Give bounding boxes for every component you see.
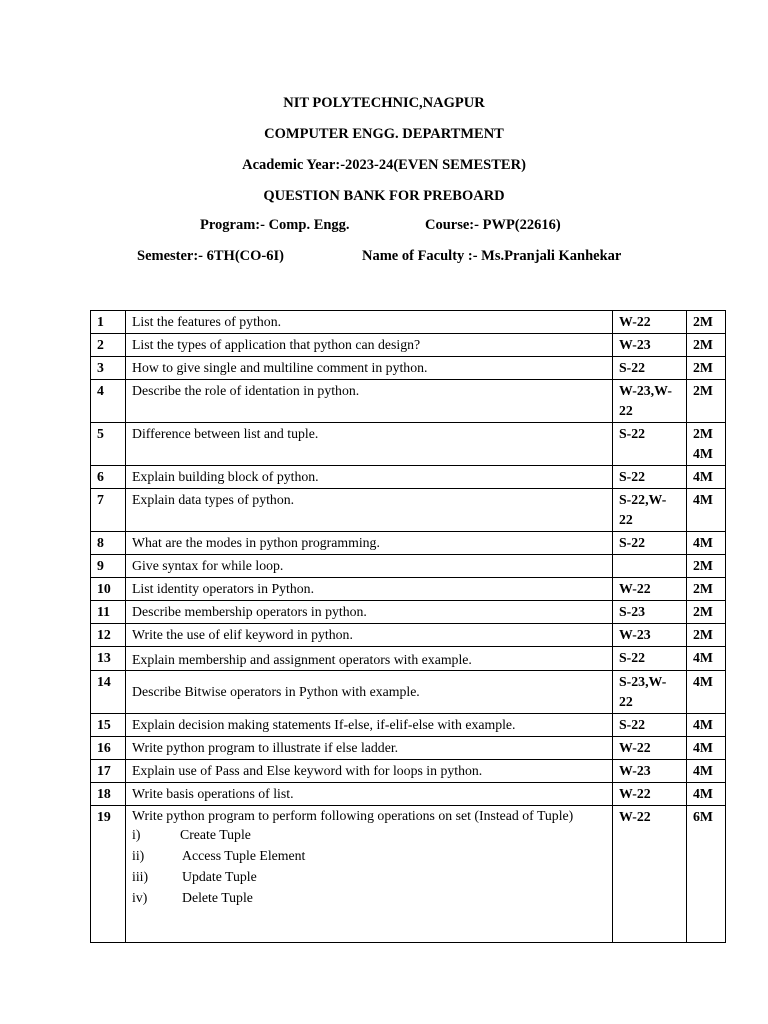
marks: 2M xyxy=(687,380,726,423)
table-row xyxy=(91,380,726,423)
exam-code: W-23 xyxy=(613,624,687,647)
question-text: List identity operators in Python. xyxy=(126,578,613,601)
subitem-text: Access Tuple Element xyxy=(182,848,306,863)
question-number: 14 xyxy=(91,671,126,714)
roman-numeral: iv) xyxy=(132,890,148,905)
marks: 4M xyxy=(687,714,726,737)
exam-code: S-22 xyxy=(613,466,687,489)
marks: 2M xyxy=(687,555,726,578)
table-row xyxy=(91,334,726,357)
exam-code: S-22,W-22 xyxy=(613,489,687,532)
exam-code: S-23 xyxy=(613,601,687,624)
question-number: 18 xyxy=(91,783,126,806)
marks: 4M xyxy=(687,466,726,489)
table-row xyxy=(91,783,726,806)
question-text: Explain building block of python. xyxy=(126,466,613,489)
list-item xyxy=(132,866,606,887)
question-text: Explain decision making statements If-else, if-elif-else with example. xyxy=(126,714,613,737)
question-number: 16 xyxy=(91,737,126,760)
exam-code: W-23,W-22 xyxy=(613,380,687,423)
question-number: 3 xyxy=(91,357,126,380)
marks: 6M xyxy=(687,806,726,943)
marks: 4M xyxy=(687,489,726,532)
marks: 2M xyxy=(687,311,726,334)
exam-code: W-22 xyxy=(613,783,687,806)
institute-name: NIT POLYTECHNIC,NAGPUR xyxy=(283,95,485,111)
question-number: 12 xyxy=(91,624,126,647)
question-number: 10 xyxy=(91,578,126,601)
question-number: 8 xyxy=(91,532,126,555)
question-number: 7 xyxy=(91,489,126,532)
exam-code: W-23 xyxy=(613,334,687,357)
document-title: QUESTION BANK FOR PREBOARD xyxy=(263,188,505,204)
marks: 2M xyxy=(687,624,726,647)
exam-code: S-23,W-22 xyxy=(613,671,687,714)
exam-code: S-22 xyxy=(613,357,687,380)
subitem-text: Create Tuple xyxy=(180,827,251,842)
question-text: What are the modes in python programming. xyxy=(126,532,613,555)
program-label: Program:- Comp. Engg. xyxy=(200,217,350,233)
academic-year: Academic Year:-2023-24(EVEN SEMESTER) xyxy=(242,157,526,173)
question-text: List the features of python. xyxy=(126,311,613,334)
faculty-label: Name of Faculty :- Ms.Pranjali Kanhekar xyxy=(362,248,622,264)
exam-code: S-22 xyxy=(613,423,687,466)
question-text: How to give single and multiline comment in python. xyxy=(126,357,613,380)
question-number: 11 xyxy=(91,601,126,624)
marks: 4M xyxy=(687,783,726,806)
list-item xyxy=(132,887,606,908)
question-number: 19 xyxy=(91,806,126,943)
table-row xyxy=(91,624,726,647)
question-text: Write python program to perform following operations on set (Instead of Tuple) xyxy=(132,808,574,823)
table-row xyxy=(91,806,726,943)
exam-code: W-23 xyxy=(613,760,687,783)
question-number: 17 xyxy=(91,760,126,783)
exam-code: S-22 xyxy=(613,647,687,671)
marks: 4M xyxy=(687,647,726,671)
list-item xyxy=(132,824,606,845)
question-number: 4 xyxy=(91,380,126,423)
table-row xyxy=(91,737,726,760)
question-number: 1 xyxy=(91,311,126,334)
roman-numeral: ii) xyxy=(132,848,145,863)
table-row xyxy=(91,357,726,380)
exam-code xyxy=(613,555,687,578)
question-number: 13 xyxy=(91,647,126,671)
question-text: List the types of application that python can design? xyxy=(126,334,613,357)
marks: 4M xyxy=(687,671,726,714)
table-row xyxy=(91,489,726,532)
roman-numeral: iii) xyxy=(132,869,149,884)
question-text: Write the use of elif keyword in python. xyxy=(126,624,613,647)
question-text: Describe Bitwise operators in Python with example. xyxy=(126,671,613,714)
question-text-cell xyxy=(126,806,613,943)
marks: 2M 4M xyxy=(687,423,726,466)
exam-code: W-22 xyxy=(613,806,687,943)
table-row xyxy=(91,671,726,714)
question-text: Explain membership and assignment operators with example. xyxy=(126,647,613,671)
subitem-text: Delete Tuple xyxy=(182,890,253,905)
question-number: 2 xyxy=(91,334,126,357)
table-row xyxy=(91,423,726,466)
question-text: Give syntax for while loop. xyxy=(126,555,613,578)
table-row xyxy=(91,311,726,334)
table-row xyxy=(91,555,726,578)
question-number: 15 xyxy=(91,714,126,737)
marks: 4M xyxy=(687,737,726,760)
question-text: Explain data types of python. xyxy=(126,489,613,532)
marks: 2M xyxy=(687,334,726,357)
question-number: 5 xyxy=(91,423,126,466)
question-text: Explain use of Pass and Else keyword with for loops in python. xyxy=(126,760,613,783)
semester-label: Semester:- 6TH(CO-6I) xyxy=(137,248,284,264)
question-text: Write basis operations of list. xyxy=(126,783,613,806)
question-table xyxy=(90,310,726,943)
marks: 2M xyxy=(687,601,726,624)
course-label: Course:- PWP(22616) xyxy=(425,217,561,233)
exam-code: S-22 xyxy=(613,714,687,737)
department-name: COMPUTER ENGG. DEPARTMENT xyxy=(264,126,504,142)
marks: 4M xyxy=(687,532,726,555)
table-row xyxy=(91,578,726,601)
question-text: Write python program to illustrate if else ladder. xyxy=(126,737,613,760)
question-number: 6 xyxy=(91,466,126,489)
table-row xyxy=(91,760,726,783)
question-text: Describe membership operators in python. xyxy=(126,601,613,624)
subitem-text: Update Tuple xyxy=(182,869,257,884)
table-row xyxy=(91,714,726,737)
table-row xyxy=(91,647,726,671)
marks: 2M xyxy=(687,357,726,380)
roman-numeral: i) xyxy=(132,827,141,842)
exam-code: W-22 xyxy=(613,578,687,601)
question-number: 9 xyxy=(91,555,126,578)
exam-code: S-22 xyxy=(613,532,687,555)
list-item xyxy=(132,845,606,866)
table-row xyxy=(91,601,726,624)
marks: 2M xyxy=(687,578,726,601)
marks: 4M xyxy=(687,760,726,783)
exam-code: W-22 xyxy=(613,311,687,334)
table-row xyxy=(91,532,726,555)
table-row xyxy=(91,466,726,489)
exam-code: W-22 xyxy=(613,737,687,760)
question-text: Difference between list and tuple. xyxy=(126,423,613,466)
question-text: Describe the role of identation in python. xyxy=(126,380,613,423)
